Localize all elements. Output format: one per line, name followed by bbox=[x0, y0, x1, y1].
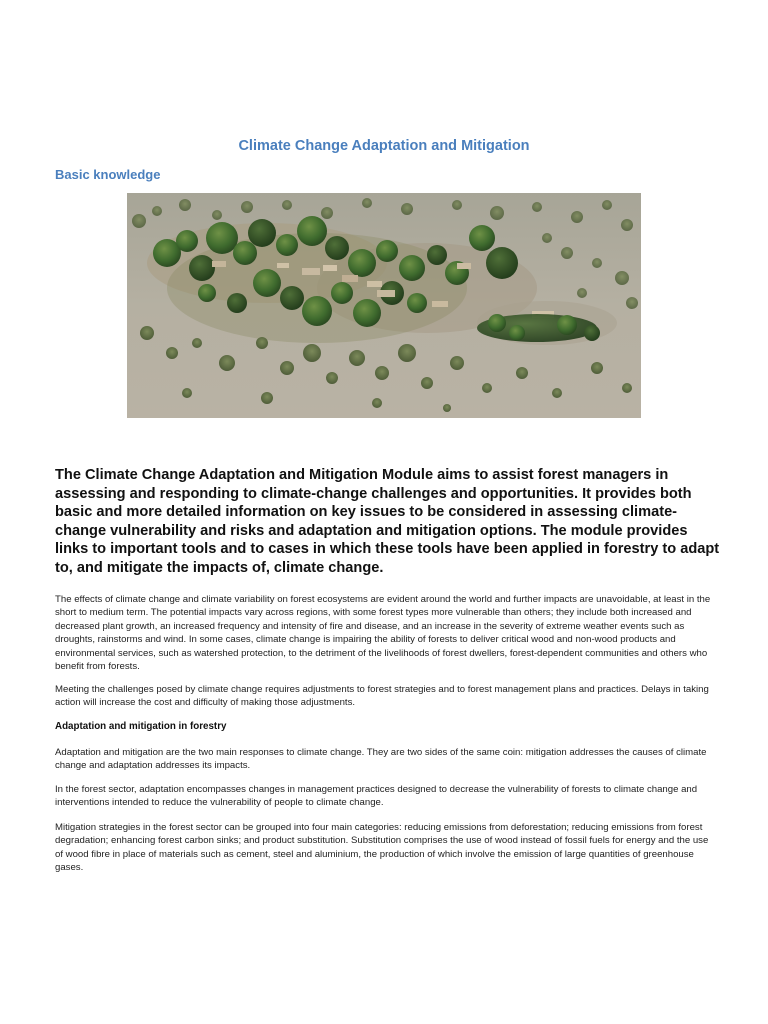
body-paragraph: Meeting the challenges posed by climate change requires adjustments to forest strategies and to forest management plans and practices. Delays in taking action will increase the cost and difficulty of making those adjustments. bbox=[55, 684, 709, 709]
body-paragraph: The effects of climate change and climate variability on forest ecosystems are evident around the world and further impacts are unavoidable, at least in the short to medium term. The potential impacts vary across regions, with some forest types more vulnerable than others; they include both increased and decreased plant growth, an increased frequency and intensity of fire and disease, and an increase in the severity of extreme weather events such as droughts, rainstorms and wind. In some cases, climate change is impairing the ability of forests to deliver critical wood and non-wood products and environmental services, such as watershed protection, to the detriment of the livelihoods of forest dwellers, forest-dependent communities and others who benefit from forests. bbox=[55, 594, 711, 673]
lead-paragraph: The Climate Change Adaptation and Mitigation Module aims to assist forest managers in assessing and responding to climate-change challenges and opportunities. It provides both basic and more detailed information on key issues to be considered in assessing climate-change vulnerability and risks and adaptation and mitigation options. The module provides links to important tools and to cases in which these tools have been applied in forestry to adapt to, and mitigate the impacts of, climate change. bbox=[55, 467, 720, 576]
body-paragraph: Mitigation strategies in the forest sector can be grouped into four main categories: reducing emissions from deforestation; reducing emissions from forest degradation; enhancing forest carbon sinks; and product substitution. Substitution comprises the use of wood instead of fossil fuels for energy and the use of wood fibre in place of materials such as cement, steel and aluminium, the production of which involve the emission of large quantities of greenhouse gases. bbox=[55, 822, 709, 874]
body-paragraph: Adaptation and mitigation are the two main responses to climate change. They are two sides of the same coin: mitigation addresses the causes of climate change and adaptation addresses its impacts. bbox=[55, 747, 707, 772]
body-paragraph: In the forest sector, adaptation encompasses changes in management practices designed to decrease the vulnerability of forests to climate change and interventions intended to reduce the vulnerability of people to climate change. bbox=[55, 784, 698, 809]
page-title: Climate Change Adaptation and Mitigation bbox=[238, 138, 530, 154]
flood-aerial-photo bbox=[127, 193, 641, 418]
section-heading-basic-knowledge: Basic knowledge bbox=[55, 167, 161, 182]
subheading-adaptation-mitigation-forestry: Adaptation and mitigation in forestry bbox=[55, 721, 227, 732]
